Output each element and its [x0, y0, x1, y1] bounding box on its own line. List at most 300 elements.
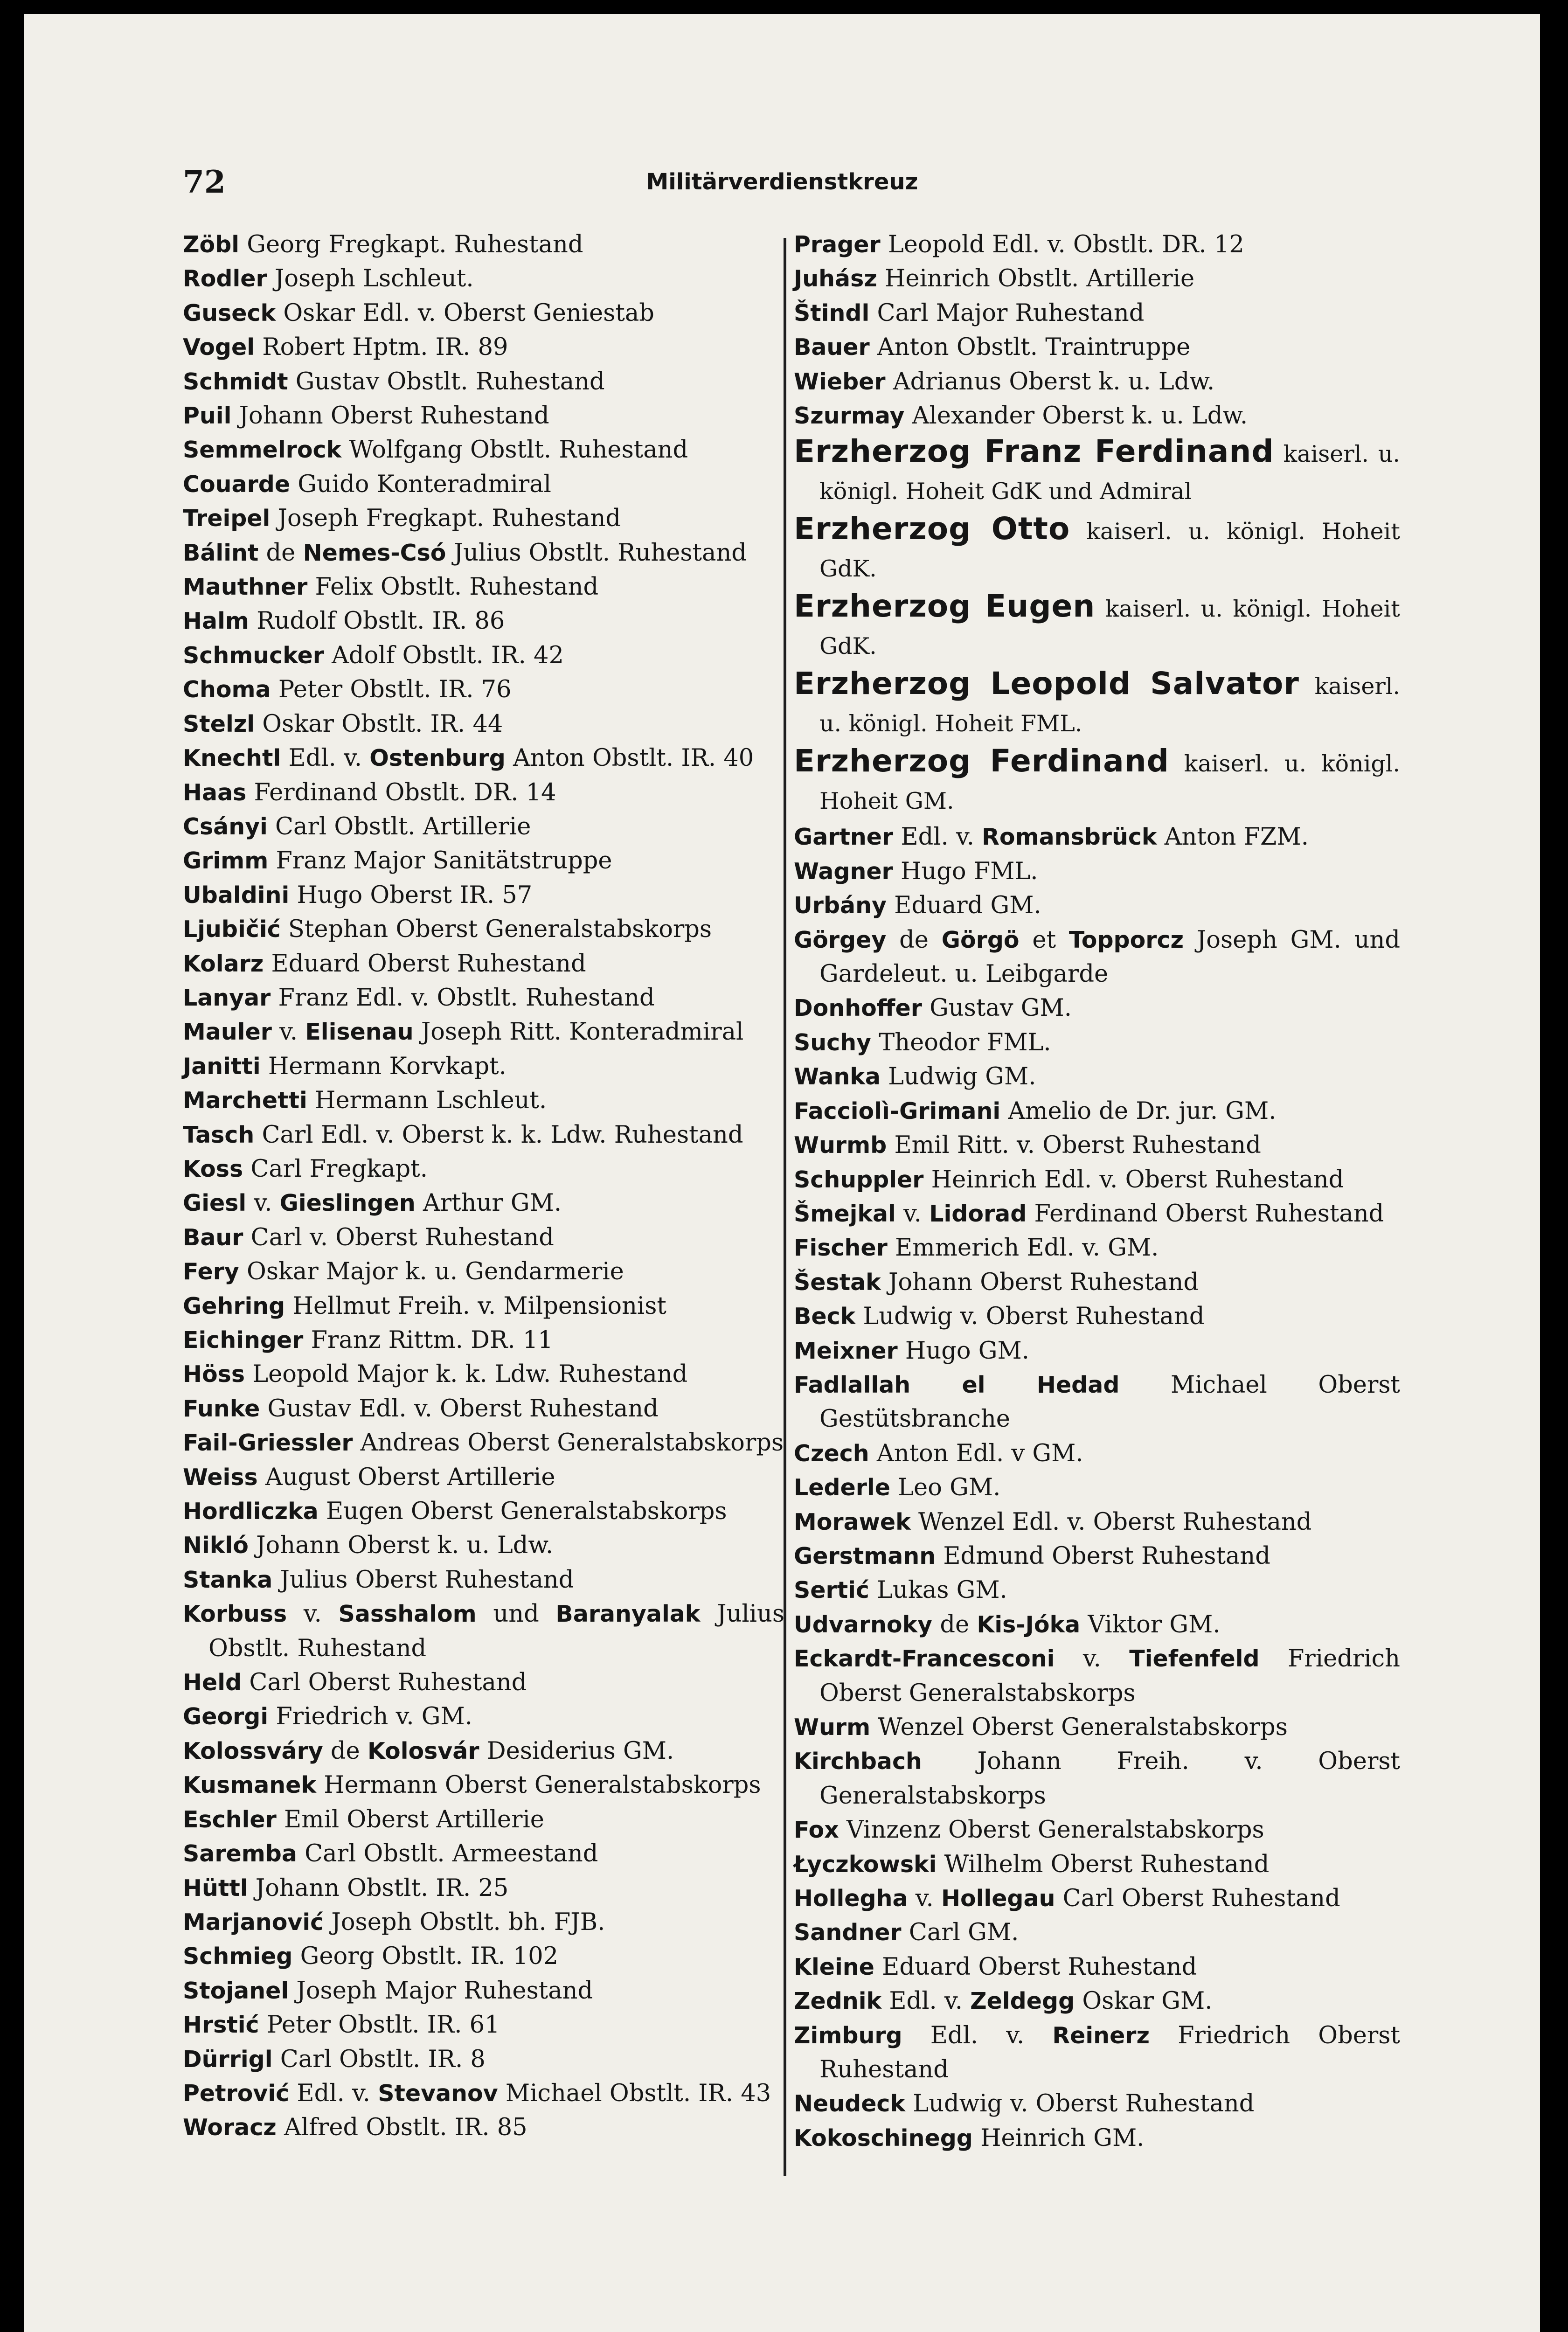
- list-entry: [183, 981, 784, 1015]
- entry-details: Robert Hptm. IR. 89: [255, 333, 508, 361]
- entry-details: Edl. v.: [289, 2079, 378, 2107]
- list-entry: [183, 296, 784, 330]
- list-entry: [183, 399, 784, 433]
- list-entry: [794, 1437, 1400, 1471]
- entry-details: Friedrich Oberst Ruhestand: [819, 2021, 1400, 2084]
- list-entry: [183, 1426, 784, 1460]
- entry-surname: Šmejkal: [794, 1200, 896, 1227]
- entry-surname: Csányi: [183, 813, 268, 840]
- list-entry: [794, 433, 1400, 510]
- entry-surname: Dürrigl: [183, 2046, 273, 2073]
- entry-surname: Georgi: [183, 1703, 269, 1730]
- entry-surname: Wanka: [794, 1063, 881, 1090]
- entry-surname: Ljubičić: [183, 916, 281, 943]
- entry-details: Oskar Major k. u. Gendarmerie: [239, 1258, 624, 1286]
- entry-details: Lukas GM.: [869, 1576, 1007, 1604]
- entry-surname: Giesl: [183, 1190, 247, 1217]
- entry-surname: Gieslingen: [279, 1190, 416, 1217]
- entry-surname: Nikló: [183, 1532, 249, 1559]
- list-entry: [794, 588, 1400, 665]
- entry-surname: Görgey: [794, 926, 887, 953]
- list-entry: [794, 1471, 1400, 1505]
- entry-details: Edl. v.: [902, 2021, 1053, 2049]
- entry-surname: Kleine: [794, 1953, 874, 1980]
- entry-surname: Schuppler: [794, 1166, 924, 1193]
- list-entry: [183, 1905, 784, 1939]
- entry-surname: Baur: [183, 1224, 243, 1251]
- entry-surname: Hollegha: [794, 1885, 908, 1912]
- page-header: [24, 154, 1540, 210]
- entry-details: Georg Fregkapt. Ruhestand: [239, 231, 583, 258]
- entry-surname: Schmidt: [183, 368, 288, 395]
- entry-surname: Szurmay: [794, 403, 905, 430]
- entry-details: Felix Obstlt. Ruhestand: [307, 573, 599, 601]
- entry-details: Emil Oberst Artillerie: [276, 1805, 544, 1833]
- list-entry: [794, 743, 1400, 820]
- entry-surname: Vogel: [183, 334, 255, 361]
- entry-details: Oskar GM.: [1075, 1987, 1213, 2015]
- entry-details: Leopold Major k. k. Ldw. Ruhestand: [245, 1360, 688, 1388]
- entry-surname: Schmucker: [183, 642, 324, 669]
- entry-surname: Zednik: [794, 1988, 882, 2015]
- entry-details: kaiserl. u. königl. Hoheit FML.: [819, 673, 1400, 737]
- entry-surname: Bauer: [794, 334, 870, 361]
- list-entry: [183, 1528, 784, 1562]
- list-entry: [183, 810, 784, 844]
- list-entry: [794, 1163, 1400, 1197]
- list-entry: [794, 1505, 1400, 1539]
- entry-details: Guido Konteradmiral: [290, 470, 551, 498]
- entry-surname: Hüttl: [183, 1874, 248, 1902]
- entry-surname: Semmelrock: [183, 437, 342, 464]
- list-entry: [794, 365, 1400, 399]
- entry-details: Johann Oberst Ruhestand: [881, 1268, 1199, 1296]
- entry-details: Carl Edl. v. Oberst k. k. Ldw. Ruhestand: [254, 1121, 743, 1149]
- entry-surname: Görgö: [941, 926, 1020, 953]
- entry-surname: Gerstmann: [794, 1542, 936, 1569]
- entry-surname: Stojanel: [183, 1977, 289, 2004]
- entry-details: et: [1019, 926, 1069, 954]
- list-entry: [183, 912, 784, 946]
- entry-details: Amelio de Dr. jur. GM.: [1000, 1097, 1277, 1125]
- left-column: [183, 228, 784, 2145]
- entry-surname: Fischer: [794, 1235, 888, 1262]
- list-entry: [183, 1837, 784, 1871]
- list-entry: [794, 1231, 1400, 1265]
- entry-surname: Kirchbach: [794, 1748, 922, 1775]
- list-entry: [183, 1666, 784, 1700]
- entry-surname: Wurm: [794, 1714, 871, 1741]
- entry-details: Peter Obstlt. IR. 76: [271, 676, 512, 704]
- list-entry: [183, 1392, 784, 1426]
- entry-details: Gustav Edl. v. Oberst Ruhestand: [260, 1395, 659, 1423]
- entry-surname: Haas: [183, 779, 247, 806]
- entry-surname: Kolarz: [183, 950, 264, 977]
- entry-surname: Puil: [183, 403, 232, 430]
- entry-details: Joseph Fregkapt. Ruhestand: [270, 505, 621, 533]
- list-entry: [183, 1734, 784, 1768]
- list-entry: [794, 854, 1400, 888]
- list-entry: [183, 707, 784, 741]
- entry-surname: Wagner: [794, 858, 893, 885]
- list-entry: [794, 262, 1400, 296]
- list-entry: [183, 536, 784, 570]
- entry-details: Adrianus Oberst k. u. Ldw.: [885, 368, 1215, 396]
- entry-details: Franz Rittm. DR. 11: [303, 1326, 553, 1354]
- list-entry: [794, 1847, 1400, 1881]
- entry-details: de: [258, 539, 303, 567]
- list-entry: [183, 1118, 784, 1152]
- entry-surname: Eckardt-Francesconi: [794, 1645, 1055, 1673]
- list-entry: [183, 639, 784, 673]
- entry-surname: Sasshalom: [338, 1601, 477, 1628]
- entry-surname: Czech: [794, 1440, 869, 1467]
- entry-surname: Gartner: [794, 824, 894, 851]
- entry-surname: Mauler: [183, 1019, 272, 1046]
- list-entry: [794, 1265, 1400, 1299]
- entry-surname: Ostenburg: [369, 745, 506, 772]
- entry-details: v.: [246, 1189, 280, 1217]
- list-entry: [794, 2087, 1400, 2121]
- entry-surname: Nemes-Csó: [303, 539, 446, 566]
- list-entry: [183, 1186, 784, 1220]
- entry-details: Emil Ritt. v. Oberst Ruhestand: [887, 1131, 1261, 1159]
- entry-details: Adolf Obstlt. IR. 42: [324, 641, 564, 669]
- entry-details: Carl Oberst Ruhestand: [242, 1669, 527, 1697]
- entry-surname: Höss: [183, 1361, 245, 1388]
- entry-details: Edl. v.: [281, 744, 370, 772]
- entry-surname: Prager: [794, 231, 881, 258]
- entry-details: August Oberst Artillerie: [257, 1463, 555, 1491]
- list-entry: [794, 228, 1400, 262]
- entry-surname: Stelzl: [183, 710, 255, 737]
- entry-details: Edmund Oberst Ruhestand: [936, 1542, 1270, 1570]
- entry-surname: Donhoffer: [794, 995, 922, 1022]
- entry-details: Joseph Lschleut.: [267, 265, 474, 293]
- entry-surname: Janitti: [183, 1053, 261, 1080]
- right-column: [794, 228, 1400, 2155]
- list-entry: [794, 991, 1400, 1025]
- list-entry: [183, 1803, 784, 1837]
- list-entry: [794, 1128, 1400, 1162]
- entry-details: Julius Obstlt. Ruhestand: [208, 1600, 784, 1662]
- entry-surname: Halm: [183, 608, 249, 635]
- entry-surname: Lanyar: [183, 984, 271, 1011]
- entry-details: Heinrich GM.: [972, 2124, 1145, 2152]
- entry-details: Hermann Korvkapt.: [260, 1052, 506, 1080]
- list-entry: [183, 844, 784, 878]
- entry-details: Hugo GM.: [897, 1337, 1029, 1365]
- entry-surname: Knechtl: [183, 745, 281, 772]
- list-entry: [794, 820, 1400, 854]
- entry-surname: Grimm: [183, 847, 269, 874]
- entry-details: Carl Major Ruhestand: [869, 299, 1145, 327]
- entry-details: Stephan Oberst Generalstabskorps: [280, 916, 712, 944]
- list-entry: [794, 1299, 1400, 1333]
- list-entry: [794, 296, 1400, 330]
- entry-surname: Lidorad: [929, 1200, 1027, 1227]
- entry-details: Wenzel Edl. v. Oberst Ruhestand: [910, 1508, 1312, 1536]
- entry-details: Wenzel Oberst Generalstabskorps: [870, 1714, 1288, 1741]
- list-entry: [183, 1221, 784, 1255]
- list-entry: [794, 1573, 1400, 1607]
- list-entry: [183, 467, 784, 501]
- entry-details: Alfred Obstlt. IR. 85: [276, 2114, 527, 2142]
- entry-details: Carl Obstlt. Armeestand: [297, 1840, 598, 1868]
- entry-surname: Erzherzog Ferdinand: [794, 743, 1169, 779]
- list-entry: [183, 433, 784, 467]
- entry-surname: Saremba: [183, 1840, 297, 1867]
- entry-surname: Rodler: [183, 265, 267, 292]
- entry-surname: Sertić: [794, 1577, 869, 1604]
- entry-surname: Stanka: [183, 1566, 273, 1593]
- entry-details: Gustav GM.: [922, 994, 1072, 1022]
- entry-surname: Štindl: [794, 299, 870, 326]
- entry-surname: Beck: [794, 1303, 856, 1330]
- list-entry: [794, 1060, 1400, 1094]
- entry-surname: Zeldegg: [970, 1988, 1075, 2015]
- list-entry: [183, 2110, 784, 2145]
- entry-surname: Tiefenfeld: [1129, 1645, 1260, 1673]
- entry-details: Carl Obstlt. IR. 8: [272, 2045, 486, 2073]
- list-entry: [183, 570, 784, 604]
- entry-details: Edl. v.: [893, 823, 982, 851]
- list-entry: [183, 1083, 784, 1117]
- entry-details: und: [476, 1600, 556, 1628]
- entry-surname: Schmieg: [183, 1943, 293, 1970]
- list-entry: [183, 1974, 784, 2008]
- list-entry: [183, 1700, 784, 1734]
- entry-details: Heinrich Edl. v. Oberst Ruhestand: [923, 1166, 1344, 1194]
- entry-details: Anton Obstlt. IR. 40: [505, 744, 754, 772]
- list-entry: [183, 1597, 784, 1666]
- entry-details: Georg Obstlt. IR. 102: [292, 1943, 559, 1971]
- list-entry: [183, 776, 784, 810]
- entry-surname: Udvarnoky: [794, 1611, 933, 1638]
- list-entry: [183, 673, 784, 707]
- entry-surname: Suchy: [794, 1029, 872, 1056]
- entry-details: Johann Freih. v. Oberst Generalstabskorps: [819, 1748, 1400, 1810]
- entry-surname: Choma: [183, 676, 271, 703]
- list-entry: [183, 1289, 784, 1323]
- list-entry: [794, 330, 1400, 364]
- list-entry: [183, 262, 784, 296]
- entry-details: Anton FZM.: [1157, 823, 1309, 851]
- entry-details: kaiserl. u. königl. Hoheit GdK.: [819, 518, 1400, 583]
- entry-details: kaiserl. u. königl. Hoheit GM.: [819, 750, 1400, 815]
- entry-details: Viktor GM.: [1080, 1610, 1221, 1638]
- entry-details: Oskar Obstlt. IR. 44: [255, 710, 503, 738]
- entry-surname: Fery: [183, 1258, 239, 1285]
- entry-surname: Hordliczka: [183, 1498, 319, 1525]
- entry-details: Carl Obstlt. Artillerie: [267, 812, 531, 840]
- list-entry: [183, 1871, 784, 1905]
- list-entry: [183, 1494, 784, 1528]
- entry-details: Wolfgang Obstlt. Ruhestand: [341, 436, 688, 464]
- entry-details: Johann Obstlt. IR. 25: [248, 1874, 509, 1902]
- entry-surname: Treipel: [183, 505, 271, 532]
- entry-details: Ludwig v. Oberst Ruhestand: [855, 1303, 1205, 1331]
- list-entry: [794, 399, 1400, 433]
- entry-surname: Marjanović: [183, 1909, 324, 1936]
- entry-surname: Kolossváry: [183, 1737, 323, 1764]
- entry-details: Andreas Oberst Generalstabskorps: [353, 1429, 784, 1457]
- entry-details: Hellmut Freih. v. Milpensionist: [285, 1292, 666, 1320]
- list-entry: [183, 1323, 784, 1357]
- entry-details: Peter Obstlt. IR. 61: [259, 2011, 500, 2039]
- list-entry: [794, 1368, 1400, 1437]
- entry-details: Eugen Oberst Generalstabskorps: [318, 1498, 727, 1526]
- list-entry: [794, 888, 1400, 923]
- entry-details: Oskar Edl. v. Oberst Geniestab: [276, 299, 654, 327]
- entry-surname: Juhász: [794, 265, 877, 292]
- entry-surname: Kokoschinegg: [794, 2124, 973, 2152]
- entry-surname: Zöbl: [183, 231, 240, 258]
- entry-details: v.: [908, 1885, 941, 1913]
- entry-details: Carl GM.: [901, 1919, 1019, 1947]
- list-entry: [794, 1813, 1400, 1847]
- entry-details: Alexander Oberst k. u. Ldw.: [904, 402, 1248, 430]
- entry-details: Julius Oberst Ruhestand: [272, 1566, 574, 1594]
- entry-details: Gustav Obstlt. Ruhestand: [288, 368, 605, 396]
- entry-details: Vinzenz Oberst Generalstabskorps: [839, 1816, 1264, 1844]
- page-number: 72: [183, 164, 226, 200]
- entry-surname: Zimburg: [794, 2022, 902, 2049]
- entry-details: Joseph Obstlt. bh. FJB.: [324, 1908, 605, 1936]
- entry-surname: Eschler: [183, 1806, 277, 1833]
- entry-details: v.: [287, 1600, 339, 1628]
- entry-details: de: [886, 926, 942, 954]
- entry-surname: Bálint: [183, 539, 259, 566]
- entry-surname: Wurmb: [794, 1132, 887, 1159]
- list-entry: [183, 501, 784, 535]
- list-entry: [183, 1768, 784, 1802]
- list-entry: [183, 1460, 784, 1494]
- list-entry: [794, 1916, 1400, 1950]
- list-entry: [183, 741, 784, 775]
- entry-details: Franz Major Sanitätstruppe: [268, 847, 612, 875]
- entry-details: Franz Edl. v. Obstlt. Ruhestand: [271, 984, 655, 1012]
- list-entry: [794, 1744, 1400, 1813]
- entry-surname: Neudeck: [794, 2090, 906, 2117]
- entry-surname: Reinerz: [1052, 2022, 1150, 2049]
- entry-details: kaiserl. u. königl. Hoheit GdK.: [819, 596, 1401, 660]
- list-entry: [183, 878, 784, 912]
- entry-surname: Romansbrück: [982, 824, 1157, 851]
- list-entry: [794, 1950, 1400, 1984]
- entry-details: Ferdinand Oberst Ruhestand: [1027, 1200, 1384, 1228]
- entry-surname: Korbuss: [183, 1601, 287, 1628]
- entry-surname: Couarde: [183, 471, 291, 498]
- list-entry: [794, 665, 1400, 743]
- entry-details: Carl Oberst Ruhestand: [1055, 1885, 1340, 1913]
- entry-details: Wilhelm Oberst Ruhestand: [937, 1850, 1270, 1878]
- entry-surname: Eichinger: [183, 1327, 304, 1353]
- entry-details: Johann Oberst Ruhestand: [231, 402, 549, 430]
- entry-details: Ludwig GM.: [880, 1063, 1036, 1091]
- list-entry: [183, 2076, 784, 2110]
- entry-surname: Łyczkowski: [794, 1851, 937, 1878]
- entry-details: Joseph GM. und Gardeleut. u. Leibgarde: [819, 926, 1400, 988]
- entry-surname: Facciolì-Grimani: [794, 1097, 1001, 1124]
- entry-surname: Erzherzog Franz Ferdinand: [794, 433, 1274, 470]
- list-entry: [794, 1642, 1400, 1710]
- entry-surname: Erzherzog Leopold Salvator: [794, 666, 1299, 702]
- entry-details: Leopold Edl. v. Obstlt. DR. 12: [880, 231, 1244, 258]
- list-entry: [794, 2121, 1400, 2155]
- entry-details: v.: [1055, 1645, 1130, 1673]
- list-entry: [183, 1563, 784, 1597]
- list-entry: [183, 330, 784, 364]
- list-entry: [794, 923, 1400, 992]
- entry-details: Friedrich Oberst Generalstabskorps: [819, 1645, 1400, 1707]
- entry-details: Hermann Oberst Generalstabskorps: [316, 1771, 761, 1799]
- entry-details: Ferdinand Obstlt. DR. 14: [246, 778, 556, 806]
- entry-details: kaiserl. u. königl. Hoheit GdK und Admiral: [819, 441, 1400, 505]
- entry-details: Desiderius GM.: [479, 1737, 674, 1765]
- entry-details: Johann Oberst k. u. Ldw.: [248, 1532, 554, 1560]
- entry-details: Hermann Lschleut.: [307, 1087, 547, 1115]
- entry-surname: Guseck: [183, 299, 276, 326]
- document-page: [24, 14, 1540, 2332]
- list-entry: [794, 1710, 1400, 1744]
- entry-surname: Fox: [794, 1817, 839, 1844]
- entry-surname: Urbány: [794, 892, 887, 919]
- entry-details: Theodor FML.: [871, 1028, 1051, 1056]
- entry-details: Eduard GM.: [886, 892, 1041, 920]
- entry-surname: Gehring: [183, 1292, 285, 1319]
- list-entry: [183, 1357, 784, 1391]
- entry-surname: Funke: [183, 1395, 260, 1422]
- entry-surname: Elisenau: [305, 1019, 414, 1046]
- list-entry: [183, 365, 784, 399]
- entry-surname: Kis-Jóka: [977, 1611, 1081, 1638]
- list-entry: [183, 947, 784, 981]
- entry-details: Carl Fregkapt.: [243, 1155, 428, 1183]
- list-entry: [794, 2019, 1400, 2087]
- entry-details: de: [323, 1737, 368, 1765]
- entry-details: Anton Edl. v GM.: [869, 1439, 1083, 1467]
- entry-details: de: [932, 1610, 977, 1638]
- list-entry: [183, 1255, 784, 1289]
- entry-surname: Baranyalak: [555, 1601, 701, 1628]
- entry-surname: Koss: [183, 1155, 243, 1182]
- entry-surname: Lederle: [794, 1474, 890, 1501]
- entry-surname: Hrstić: [183, 2012, 259, 2039]
- entry-surname: Ubaldini: [183, 881, 290, 909]
- entry-details: Carl v. Oberst Ruhestand: [243, 1223, 554, 1251]
- entry-surname: Stevanov: [378, 2080, 498, 2107]
- list-entry: [183, 1939, 784, 1973]
- entry-surname: Šestak: [794, 1269, 881, 1296]
- entry-details: Ludwig v. Oberst Ruhestand: [905, 2090, 1255, 2118]
- entry-surname: Topporcz: [1068, 926, 1184, 953]
- list-entry: [183, 1015, 784, 1049]
- entry-details: v.: [271, 1018, 305, 1046]
- list-entry: [183, 1049, 784, 1083]
- entry-surname: Hollegau: [941, 1885, 1055, 1912]
- entry-surname: Petrović: [183, 2080, 290, 2107]
- list-entry: [183, 228, 784, 262]
- list-entry: [794, 1881, 1400, 1916]
- entry-details: Heinrich Obstlt. Artillerie: [877, 265, 1195, 293]
- list-entry: [183, 2042, 784, 2076]
- entry-details: Arthur GM.: [415, 1189, 562, 1217]
- entry-surname: Kolosvár: [367, 1737, 479, 1764]
- list-entry: [183, 2008, 784, 2042]
- list-entry: [183, 1152, 784, 1186]
- list-entry: [794, 1026, 1400, 1060]
